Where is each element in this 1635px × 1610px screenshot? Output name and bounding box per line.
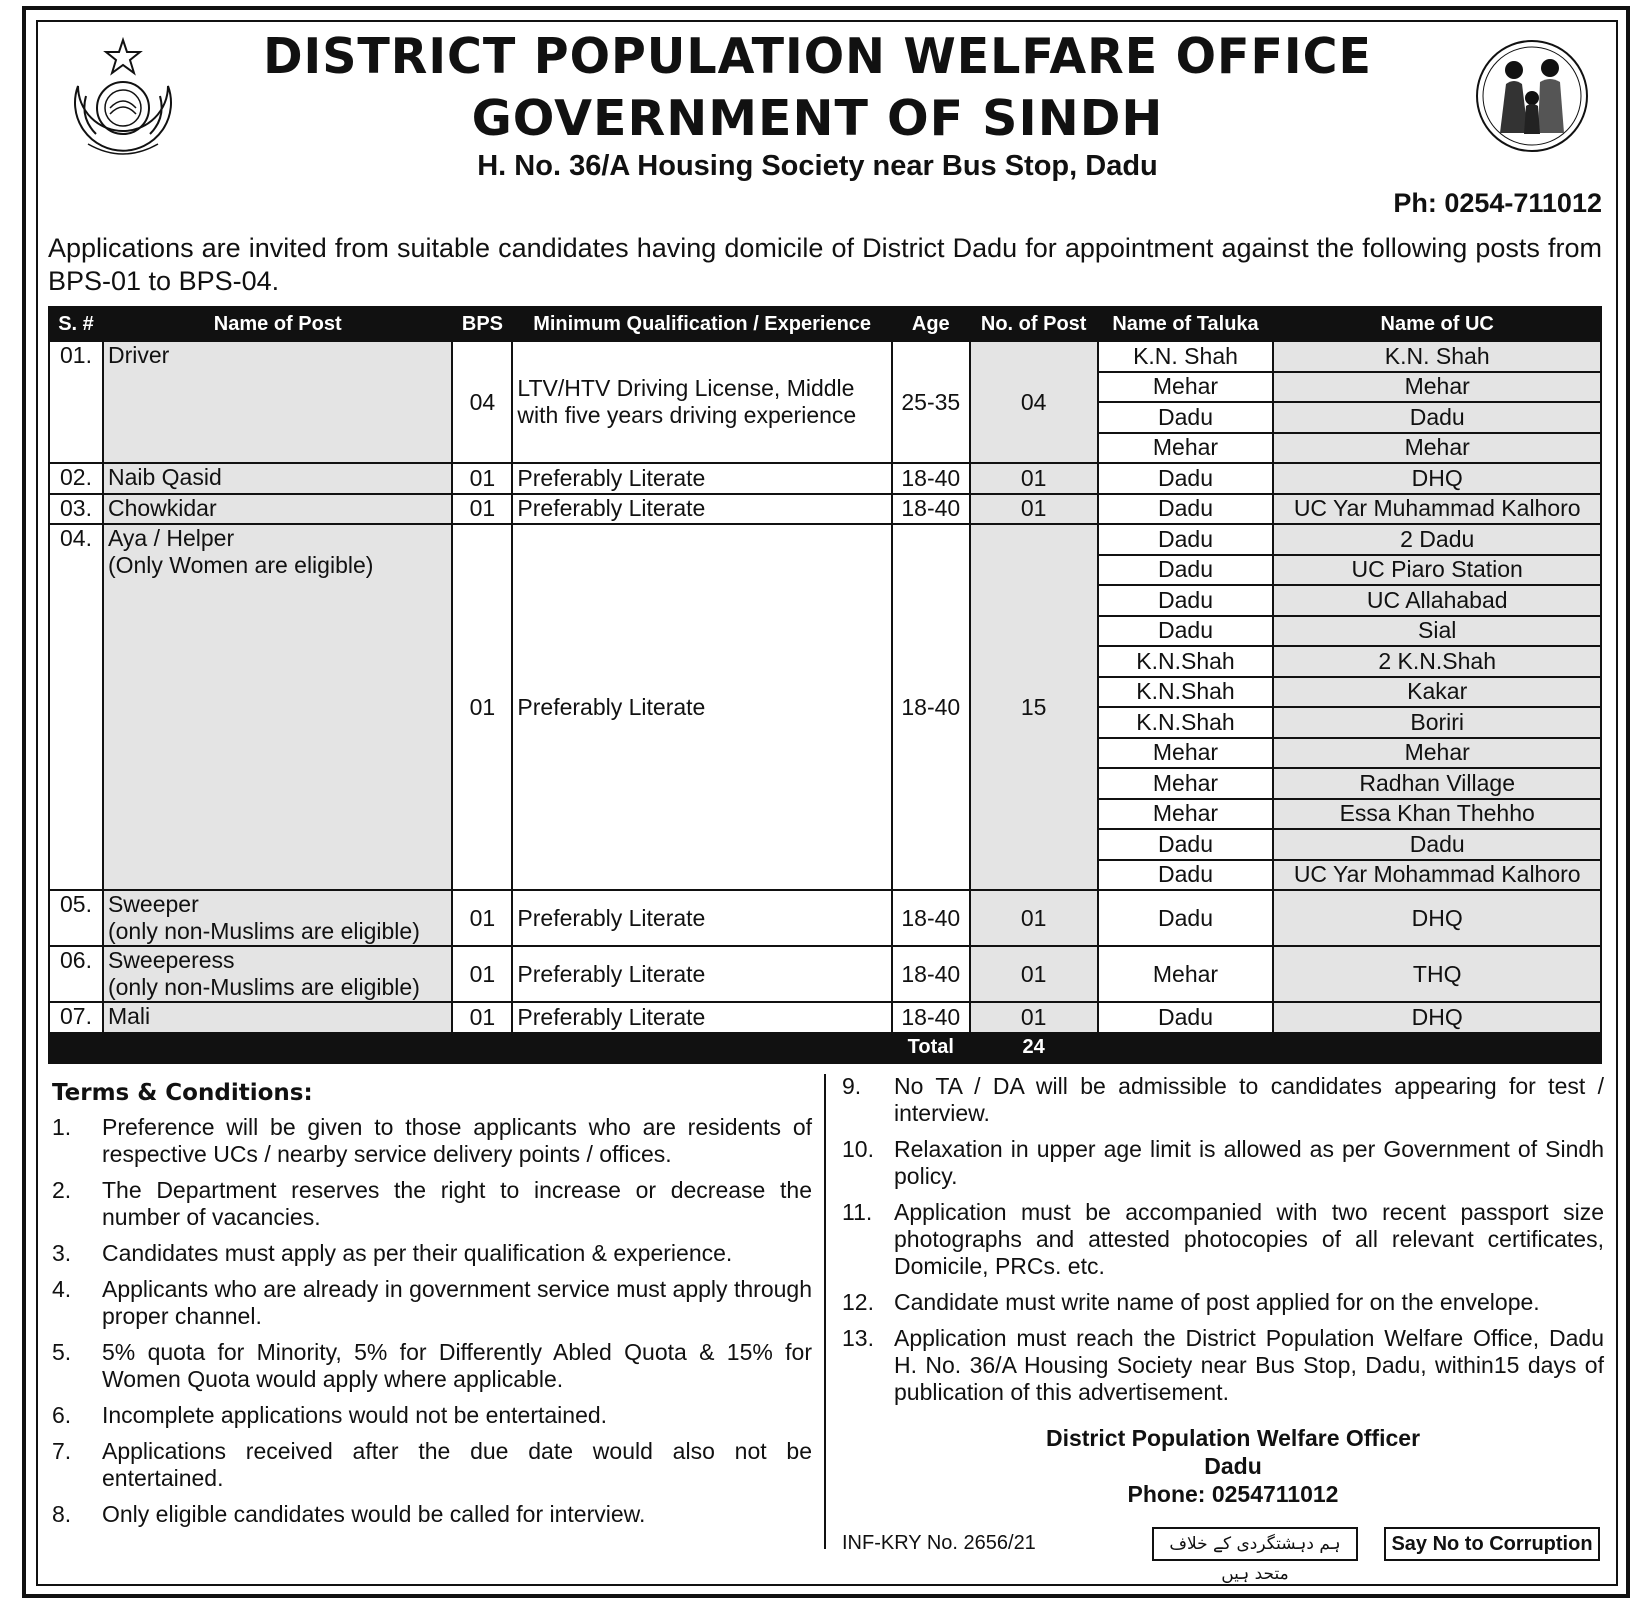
post-count: 01 (970, 463, 1098, 494)
term-text: Applicants who are already in government service must apply through proper channel. (102, 1276, 812, 1329)
post-name: Sweeperess (107, 947, 235, 973)
post-serial: 06. (49, 946, 103, 1002)
table-row (49, 890, 1601, 946)
term-number: 2. (52, 1177, 72, 1203)
signature-block (938, 1424, 1528, 1508)
post-age: 18-40 (892, 946, 970, 1002)
post-name-cell (103, 463, 452, 494)
post-eligibility-note: (only non-Muslims are eligible) (107, 974, 420, 1000)
uc-name: 2 K.N.Shah (1273, 646, 1601, 677)
taluka-name: Dadu (1098, 585, 1274, 616)
post-qualification: Preferably Literate (512, 463, 891, 494)
uc-name: Sial (1273, 616, 1601, 647)
post-age: 18-40 (892, 890, 970, 946)
total-label: Total (892, 1033, 970, 1064)
post-qualification: LTV/HTV Driving License, Middle with five years driving experience (512, 341, 891, 463)
col-header-sno: S. # (49, 307, 103, 341)
uc-name: UC Yar Muhammad Kalhoro (1273, 494, 1601, 525)
table-header-row (49, 307, 1601, 341)
post-name-cell (103, 946, 452, 1002)
post-qualification: Preferably Literate (512, 1002, 891, 1033)
post-serial: 01. (49, 341, 103, 463)
taluka-name: K.N.Shah (1098, 677, 1274, 708)
term-number: 13. (842, 1325, 874, 1351)
uc-name: DHQ (1273, 890, 1601, 946)
uc-name: Essa Khan Thehho (1273, 799, 1601, 830)
inf-reference: INF-KRY No. 2656/21 (842, 1532, 1036, 1554)
office-title: DISTRICT POPULATION WELFARE OFFICE (263, 28, 1372, 85)
col-header-count: No. of Post (970, 307, 1098, 341)
post-age: 18-40 (892, 494, 970, 525)
col-header-post: Name of Post (103, 307, 452, 341)
term-number: 9. (842, 1073, 862, 1099)
taluka-name: Dadu (1098, 463, 1274, 494)
taluka-name: K.N. Shah (1098, 341, 1274, 372)
uc-name: THQ (1273, 946, 1601, 1002)
term-item (52, 1339, 812, 1393)
col-header-qualification: Minimum Qualification / Experience (512, 307, 891, 341)
taluka-name: Mehar (1098, 372, 1274, 403)
taluka-name: Dadu (1098, 555, 1274, 586)
term-text: The Department reserves the right to increase or decrease the number of vacancies. (102, 1177, 812, 1230)
term-item (842, 1289, 1604, 1316)
post-bps: 01 (452, 524, 512, 890)
uc-name: UC Yar Mohammad Kalhoro (1273, 860, 1601, 891)
office-address: H. No. 36/A Housing Society near Bus Stop, Dadu (477, 150, 1158, 182)
term-item (842, 1136, 1604, 1190)
table-row (49, 341, 1601, 372)
uc-name: Radhan Village (1273, 768, 1601, 799)
uc-name: DHQ (1273, 463, 1601, 494)
post-age: 18-40 (892, 524, 970, 890)
post-count: 15 (970, 524, 1098, 890)
col-header-taluka: Name of Taluka (1098, 307, 1274, 341)
taluka-name: Mehar (1098, 799, 1274, 830)
post-bps: 01 (452, 494, 512, 525)
post-count: 01 (970, 1002, 1098, 1033)
signatory-location: Dadu (1204, 1453, 1262, 1479)
term-number: 12. (842, 1289, 874, 1315)
post-age: 18-40 (892, 1002, 970, 1033)
term-number: 8. (52, 1501, 72, 1527)
post-count: 01 (970, 494, 1098, 525)
post-serial: 07. (49, 1002, 103, 1033)
term-number: 1. (52, 1114, 72, 1140)
total-spacer (1098, 1033, 1601, 1064)
uc-name: Mehar (1273, 433, 1601, 464)
urdu-slogan-box: ہم دہشتگردی کے خلاف متحد ہیں (1152, 1527, 1358, 1561)
post-name-cell (103, 890, 452, 946)
table-row (49, 1002, 1601, 1033)
post-name-cell (103, 524, 452, 890)
post-eligibility-note: (Only Women are eligible) (107, 552, 374, 578)
post-count: 04 (970, 341, 1098, 463)
post-bps: 01 (452, 946, 512, 1002)
total-value: 24 (970, 1033, 1098, 1064)
post-name-cell (103, 494, 452, 525)
term-text: Application must be accompanied with two recent passport size photographs and attested photocopies of all relevant certificates, Domicile, PRCs. etc. (894, 1199, 1604, 1279)
uc-name: UC Allahabad (1273, 585, 1601, 616)
term-item (52, 1240, 812, 1267)
taluka-name: Dadu (1098, 1002, 1274, 1033)
term-text: Candidate must write name of post applied for on the envelope. (894, 1289, 1540, 1315)
terms-column-left (52, 1114, 812, 1537)
taluka-name: Mehar (1098, 946, 1274, 1002)
term-item (52, 1276, 812, 1330)
government-title: GOVERNMENT OF SINDH (471, 90, 1164, 147)
post-name: Naib Qasid (107, 464, 222, 490)
term-number: 5. (52, 1339, 72, 1365)
term-number: 11. (842, 1199, 873, 1225)
table-row (49, 524, 1601, 555)
post-name-cell (103, 1002, 452, 1033)
post-name: Mali (107, 1003, 151, 1029)
intro-paragraph: Applications are invited from suitable candidates having domicile of District Dadu for appointment against the following posts from BPS-01 to BPS-04. (48, 233, 1602, 296)
anti-corruption-slogan: Say No to Corruption (1384, 1527, 1600, 1561)
post-qualification: Preferably Literate (512, 946, 891, 1002)
post-eligibility-note: (only non-Muslims are eligible) (107, 918, 420, 944)
term-text: Preference will be given to those applicants who are residents of respective UCs / nearby service delivery points / offices. (102, 1114, 812, 1167)
post-bps: 01 (452, 1002, 512, 1033)
term-number: 4. (52, 1276, 72, 1302)
taluka-name: Dadu (1098, 829, 1274, 860)
uc-name: Kakar (1273, 677, 1601, 708)
total-spacer (49, 1033, 892, 1064)
term-number: 6. (52, 1402, 72, 1428)
table-row (49, 463, 1601, 494)
term-text: Only eligible candidates would be called for interview. (102, 1501, 646, 1527)
terms-heading: Terms & Conditions: (52, 1080, 313, 1106)
uc-name: DHQ (1273, 1002, 1601, 1033)
post-name: Sweeper (107, 891, 199, 917)
post-serial: 04. (49, 524, 103, 890)
post-bps: 01 (452, 890, 512, 946)
term-item (842, 1199, 1604, 1280)
taluka-name: Dadu (1098, 890, 1274, 946)
term-text: No TA / DA will be admissible to candidates appearing for test / interview. (894, 1073, 1604, 1126)
taluka-name: Dadu (1098, 616, 1274, 647)
uc-name: 2 Dadu (1273, 524, 1601, 555)
post-count: 01 (970, 946, 1098, 1002)
signatory-title: District Population Welfare Officer (1045, 1425, 1421, 1451)
post-qualification: Preferably Literate (512, 890, 891, 946)
term-text: Applications received after the due date would also not be entertained. (102, 1438, 812, 1491)
uc-name: Dadu (1273, 402, 1601, 433)
taluka-name: Dadu (1098, 494, 1274, 525)
post-name: Aya / Helper (107, 525, 235, 551)
col-header-bps: BPS (452, 307, 512, 341)
taluka-name: K.N.Shah (1098, 707, 1274, 738)
taluka-name: Mehar (1098, 738, 1274, 769)
post-name: Driver (107, 342, 170, 368)
office-phone: Ph: 0254-711012 (1393, 188, 1602, 218)
table-row (49, 494, 1601, 525)
table-row (49, 946, 1601, 1002)
term-item (842, 1325, 1604, 1406)
taluka-name: K.N.Shah (1098, 646, 1274, 677)
uc-name: UC Piaro Station (1273, 555, 1601, 586)
term-item (52, 1114, 812, 1168)
term-number: 10. (842, 1136, 874, 1162)
post-bps: 01 (452, 463, 512, 494)
post-qualification: Preferably Literate (512, 524, 891, 890)
vacancies-body (49, 341, 1601, 1063)
taluka-name: Mehar (1098, 433, 1274, 464)
term-text: Application must reach the District Population Welfare Office, Dadu H. No. 36/A Housing Society near Bus Stop, Dadu, within15 days of publication of this advertisement. (894, 1325, 1604, 1405)
taluka-name: Mehar (1098, 768, 1274, 799)
taluka-name: Dadu (1098, 524, 1274, 555)
post-age: 25-35 (892, 341, 970, 463)
term-item (52, 1501, 812, 1528)
uc-name: K.N. Shah (1273, 341, 1601, 372)
term-item (52, 1438, 812, 1492)
term-text: 5% quota for Minority, 5% for Differently Abled Quota & 15% for Women Quota would apply where applicable. (102, 1339, 812, 1392)
terms-column-right (842, 1073, 1604, 1415)
col-header-uc: Name of UC (1273, 307, 1601, 341)
vacancies-table (48, 306, 1602, 1064)
post-serial: 02. (49, 463, 103, 494)
post-count: 01 (970, 890, 1098, 946)
term-number: 3. (52, 1240, 72, 1266)
term-text: Candidates must apply as per their qualification & experience. (102, 1240, 733, 1266)
term-item (52, 1402, 812, 1429)
column-divider (824, 1074, 826, 1549)
uc-name: Boriri (1273, 707, 1601, 738)
term-text: Incomplete applications would not be entertained. (102, 1402, 608, 1428)
post-bps: 04 (452, 341, 512, 463)
taluka-name: Dadu (1098, 860, 1274, 891)
term-item (842, 1073, 1604, 1127)
post-name: Chowkidar (107, 494, 217, 521)
uc-name: Dadu (1273, 829, 1601, 860)
post-serial: 03. (49, 494, 103, 525)
post-qualification: Preferably Literate (512, 494, 891, 525)
uc-name: Mehar (1273, 372, 1601, 403)
uc-name: Mehar (1273, 738, 1601, 769)
total-row (49, 1033, 1601, 1064)
col-header-age: Age (892, 307, 970, 341)
post-age: 18-40 (892, 463, 970, 494)
post-serial: 05. (49, 890, 103, 946)
signatory-phone: Phone: 0254711012 (1127, 1481, 1339, 1507)
term-item (52, 1177, 812, 1231)
taluka-name: Dadu (1098, 402, 1274, 433)
term-text: Relaxation in upper age limit is allowed as per Government of Sindh policy. (894, 1136, 1604, 1189)
term-number: 7. (52, 1438, 72, 1464)
post-name-cell (103, 341, 452, 463)
